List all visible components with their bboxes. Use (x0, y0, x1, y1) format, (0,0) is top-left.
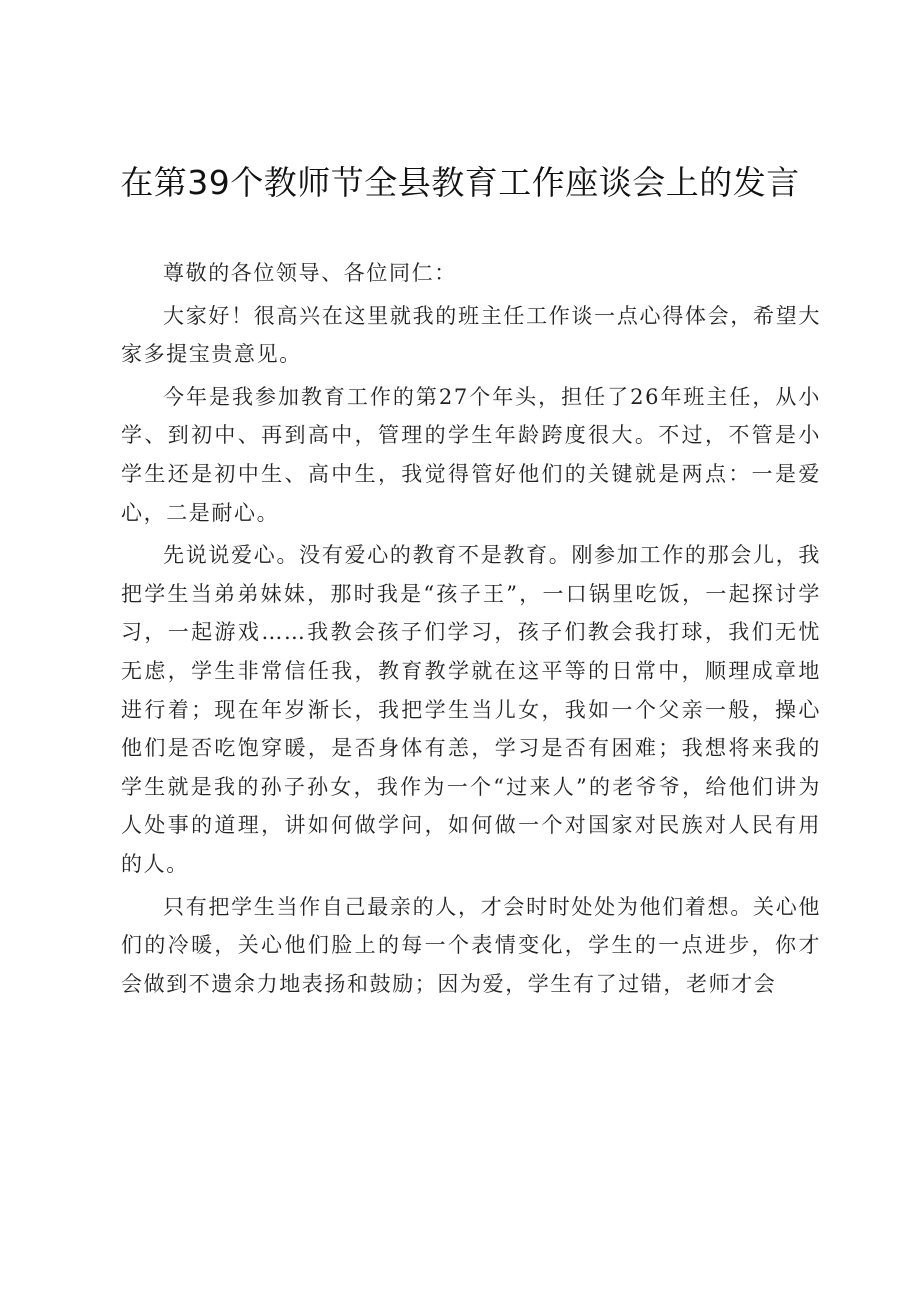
document-body (121, 254, 821, 1003)
paragraph-greeting: 大家好！很高兴在这里就我的班主任工作谈一点心得体会，希望大家多提宝贵意见。 (121, 303, 821, 367)
document-title: 在第39个教师节全县教育工作座谈会上的发言 (120, 163, 800, 202)
paragraph-care: 只有把学生当作自己最亲的人，才会时时处处为他们着想。关心他们的冷暖，关心他们脸上的每一个表情变化，学生的一点进步，你才会做到不遗余力地表扬和鼓励；因为爱，学生有了过错，老师才会 (121, 894, 821, 996)
salutation: 尊敬的各位领导、各位同仁： (163, 261, 457, 285)
paragraph-experience: 今年是我参加教育工作的第27个年头，担任了26年班主任，从小学、到初中、再到高中，管理的学生年龄跨度很大。不过，不管是小学生还是初中生、高中生，我觉得管好他们的关键就是两点：一是爱心，二是耐心。 (121, 384, 821, 525)
paragraph-love: 先说说爱心。没有爱心的教育不是教育。刚参加工作的那会儿，我把学生当弟弟妹妹，那时我是“孩子王”，一口锅里吃饭，一起探讨学习，一起游戏……我教会孩子们学习，孩子们教会我打球，我们无忧无虑，学生非常信任我，教育教学就在这平等的日常中，顺理成章地进行着；现在年岁渐长，我把学生当儿女，我如一个父亲一般，操心他们是否吃饱穿暖，是否身体有恙，学习是否有困难；我想将来我的学生就是我的孙子孙女，我作为一个“过来人”的老爷爷，给他们讲为人处事的道理，讲如何做学问，如何做一个对国家对民族对人民有用的人。 (121, 543, 821, 876)
